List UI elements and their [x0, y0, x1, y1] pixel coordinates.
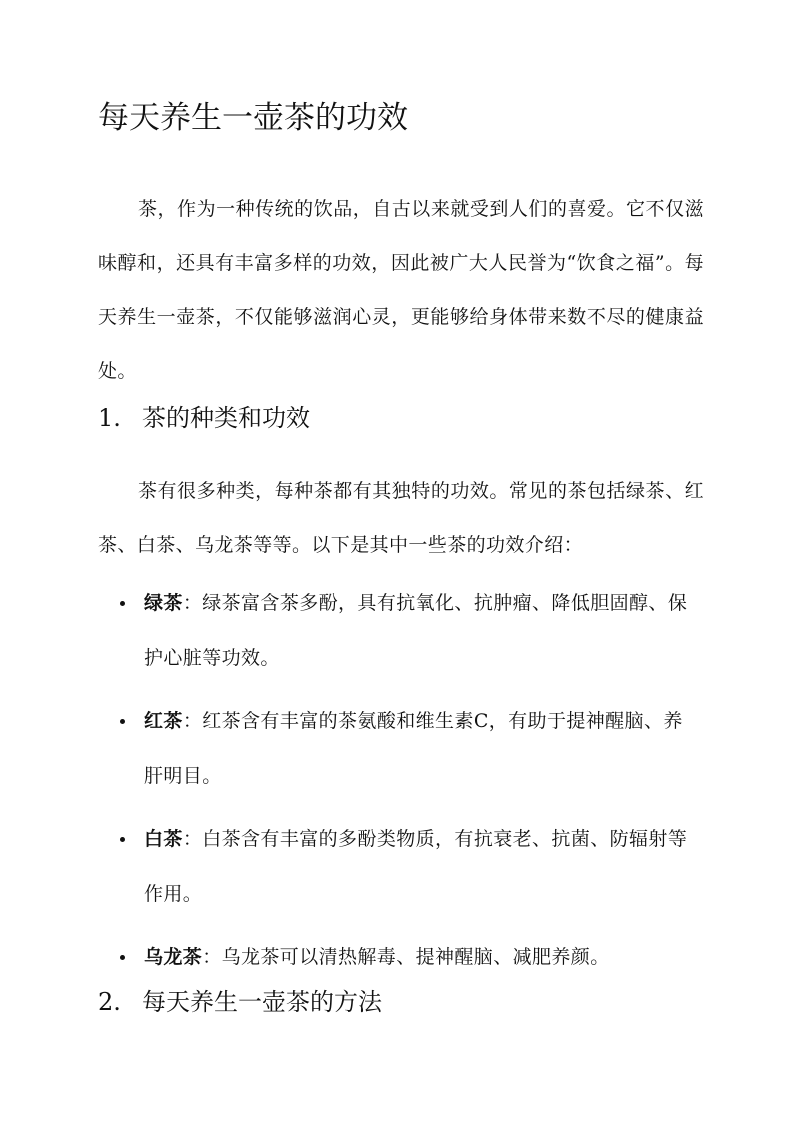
document-title: 每天养生一壶茶的功效 [98, 100, 408, 136]
term-separator: ： [182, 710, 203, 732]
intro-paragraph: 茶，作为一种传统的饮品，自古以来就受到人们的喜爱。它不仅滋味醇和，还具有丰富多样的功效，因此被广大人民誉为“饮食之福”。每天养生一壶茶，不仅能够滋润心灵，更能够给身体带来数不尽的健康益处。 [98, 198, 704, 382]
description-oolong-tea: 乌龙茶可以清热解毒、提神醒脑、减肥养颜。 [221, 946, 610, 968]
term-separator: ： [182, 828, 203, 850]
section-number-1: 1. [98, 404, 121, 432]
description-white-tea: 白茶含有丰富的多酚类物质，有抗衰老、抗菌、防辐射等作用。 [144, 828, 688, 905]
description-green-tea: 绿茶富含茶多酚，具有抗氧化、抗肿瘤、降低胆固醇、保护心脏等功效。 [144, 592, 688, 669]
term-separator: ： [182, 592, 203, 614]
bullet-icon [120, 601, 125, 606]
term-separator: ： [202, 946, 222, 968]
bullet-icon [120, 837, 125, 842]
term-white-tea: 白茶 [144, 828, 183, 850]
description-black-tea: 红茶含有丰富的茶氨酸和维生素C，有助于提神醒脑、养肝明目。 [144, 710, 683, 787]
list-item-oolong-tea [118, 930, 692, 985]
list-item-white-tea [118, 812, 692, 922]
section-1-paragraph: 茶有很多种类，每种茶都有其独特的功效。常见的茶包括绿茶、红茶、白茶、乌龙茶等等。以下是其中一些茶的功效介绍： [98, 480, 704, 556]
term-green-tea: 绿茶 [144, 592, 183, 614]
section-title-2: 每天养生一壶茶的方法 [142, 988, 382, 1016]
bullet-icon [120, 719, 125, 724]
term-oolong-tea: 乌龙茶 [144, 946, 203, 968]
section-heading-2 [98, 984, 382, 1020]
section-title-1: 茶的种类和功效 [142, 404, 310, 432]
section-number-2: 2. [98, 988, 121, 1016]
section-heading-1 [98, 400, 310, 436]
list-item-black-tea [118, 694, 692, 804]
tea-types-list [118, 576, 708, 985]
term-black-tea: 红茶 [144, 710, 183, 732]
bullet-icon [120, 955, 125, 960]
list-item-green-tea [118, 576, 692, 686]
